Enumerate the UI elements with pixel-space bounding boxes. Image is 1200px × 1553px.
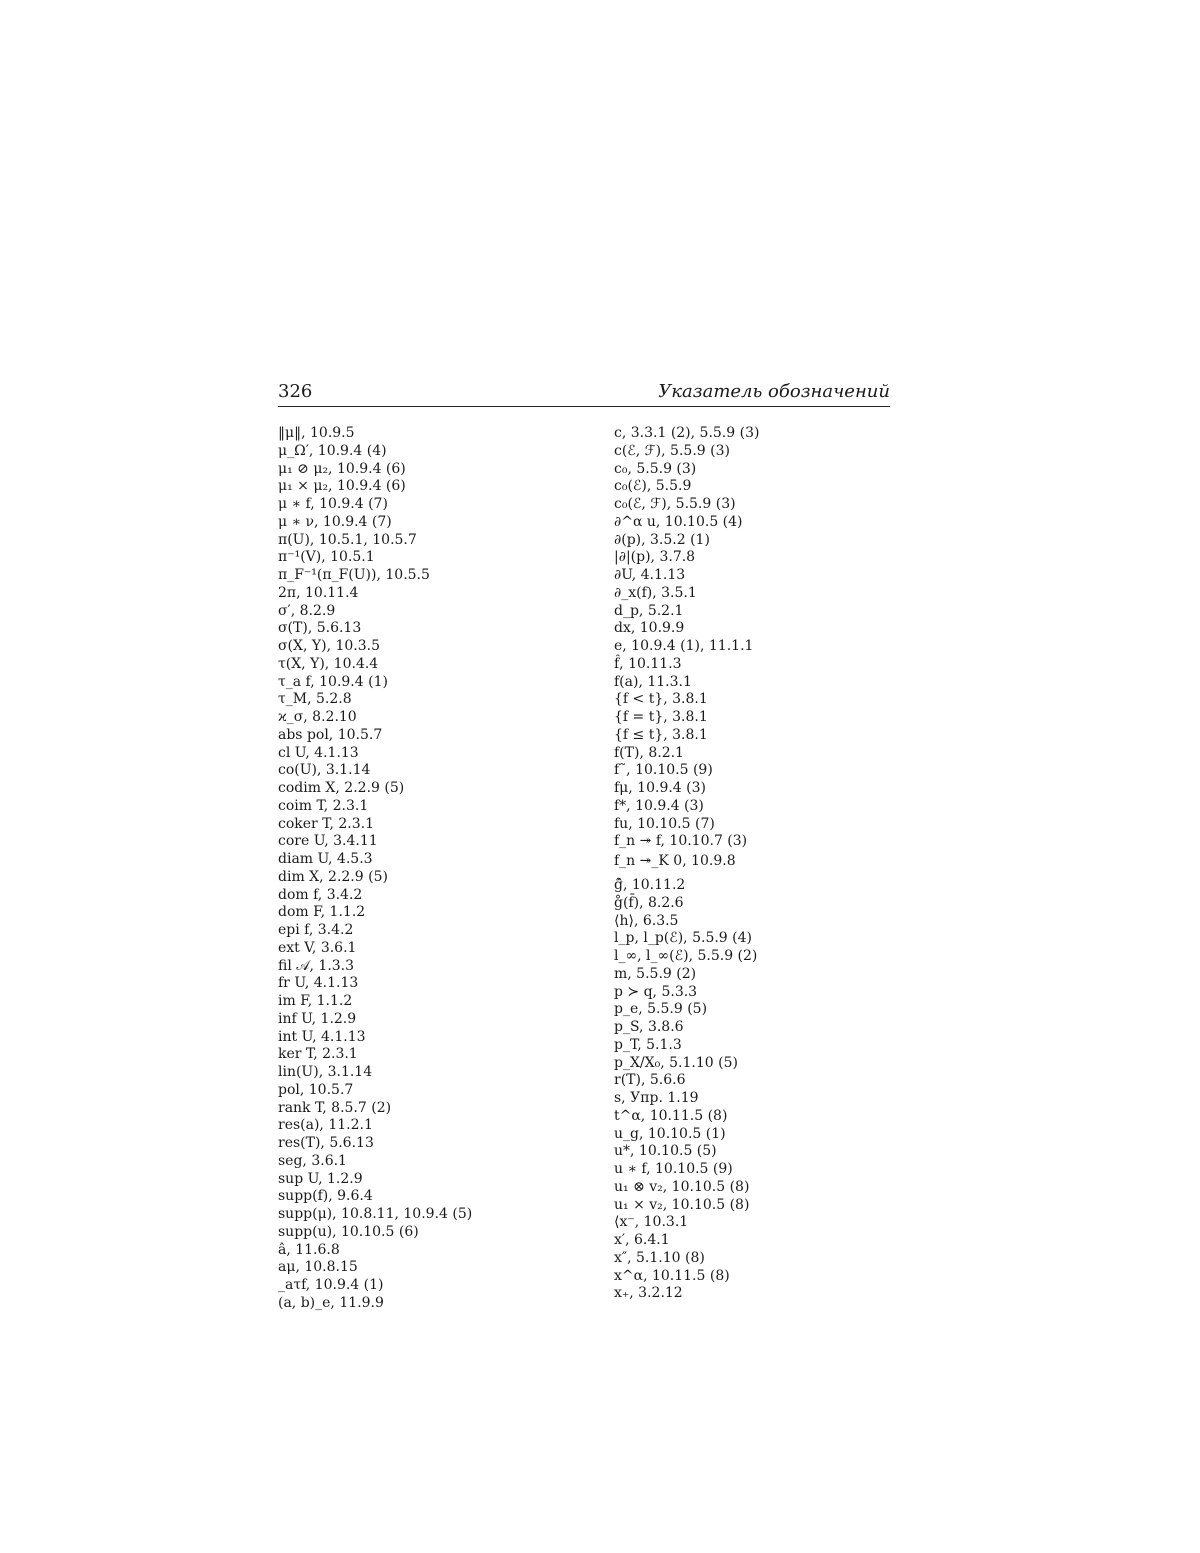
page-header [278, 380, 890, 407]
index-entry: σ(X, Y), 10.3.5 [278, 638, 381, 654]
index-entry: ker T, 2.3.1 [278, 1046, 358, 1063]
index-entry: u₁ × v₂, 10.10.5 (8) [614, 1196, 750, 1213]
index-entry: f̂, 10.11.3 [614, 655, 682, 672]
index-entry: abs pol, 10.5.7 [278, 726, 383, 743]
index-entry: dom f, 3.4.2 [278, 886, 363, 903]
index-entry: c₀(ℰ), 5.5.9 [614, 478, 692, 495]
index-entry: epi f, 3.4.2 [278, 922, 354, 938]
index-entry: x₊, 3.2.12 [614, 1285, 683, 1302]
index-entry: ext V, 3.6.1 [278, 939, 357, 956]
index-entry: p_X/X₀, 5.1.10 (5) [614, 1054, 738, 1071]
index-entry: x″, 5.1.10 (8) [614, 1249, 705, 1266]
index-entry: c₀(ℰ, ℱ), 5.5.9 (3) [614, 496, 736, 512]
index-entry: τ(X, Y), 10.4.4 [278, 655, 379, 672]
index-entry: u*, 10.10.5 (5) [614, 1143, 717, 1160]
index-entry: σ(T), 5.6.13 [278, 620, 362, 637]
index-entry: dom F, 1.1.2 [278, 904, 366, 921]
index-entry: supp(μ), 10.8.11, 10.9.4 (5) [278, 1206, 473, 1222]
index-entry: inf U, 1.2.9 [278, 1010, 357, 1027]
index-entry: m, 5.5.9 (2) [614, 965, 697, 982]
index-entry: π⁻¹(V), 10.5.1 [278, 549, 375, 566]
index-entry: μ₁ ⊘ μ₂, 10.9.4 (6) [278, 460, 406, 477]
index-column-left [278, 425, 598, 1313]
index-entry: l_p, l_p(ℰ), 5.5.9 (4) [614, 930, 752, 947]
index-entry: im F, 1.1.2 [278, 993, 353, 1009]
index-entry: μ ∗ f, 10.9.4 (7) [278, 496, 388, 512]
index-entry: μ₁ × μ₂, 10.9.4 (6) [278, 478, 406, 495]
index-entry: f(T), 8.2.1 [614, 744, 684, 761]
index-entry: fu, 10.10.5 (7) [614, 815, 715, 832]
index-entry: res(T), 5.6.13 [278, 1135, 374, 1151]
index-entry: {f = t}, 3.8.1 [614, 709, 708, 725]
index-entry: μ ∗ ν, 10.9.4 (7) [278, 513, 392, 530]
index-entry: ⟨h⟩, 6.3.5 [614, 912, 679, 929]
index-entry: f˜, 10.10.5 (9) [614, 762, 713, 779]
index-entry: supp(u), 10.10.5 (6) [278, 1223, 419, 1240]
index-entry: f_n ↠ f, 10.10.7 (3) [614, 833, 748, 850]
index-entry: π_F⁻¹(π_F(U)), 10.5.5 [278, 567, 430, 583]
index-entry: s, Упр. 1.19 [614, 1090, 699, 1106]
index-entry: ∂^α u, 10.10.5 (4) [614, 513, 743, 530]
index-entry: p_S, 3.8.6 [614, 1019, 684, 1035]
index-entry: rank T, 8.5.7 (2) [278, 1099, 392, 1116]
index-entry: x′, 6.4.1 [614, 1232, 670, 1248]
index-entry: u₁ ⊗ v₂, 10.10.5 (8) [614, 1178, 750, 1195]
index-entry: {f ≤ t}, 3.8.1 [614, 726, 708, 743]
index-entry: int U, 4.1.13 [278, 1028, 366, 1045]
index-entry: τ_a f, 10.9.4 (1) [278, 673, 388, 690]
index-entry: sup U, 1.2.9 [278, 1170, 363, 1187]
index-entry: ∂_x(f), 3.5.1 [614, 584, 697, 601]
index-entry: p_e, 5.5.9 (5) [614, 1001, 708, 1018]
index-entry: coim T, 2.3.1 [278, 797, 369, 814]
index-entry: f*, 10.9.4 (3) [614, 797, 704, 814]
index-entry: ⟨x⁻, 10.3.1 [614, 1214, 689, 1231]
index-entry: dim X, 2.2.9 (5) [278, 868, 388, 885]
index-entry: seg, 3.6.1 [278, 1152, 347, 1169]
index-entry: coker T, 2.3.1 [278, 815, 374, 832]
index-entry: l_∞, l_∞(ℰ), 5.5.9 (2) [614, 948, 758, 964]
index-entry: d_p, 5.2.1 [614, 602, 684, 619]
page-number: 326 [278, 381, 313, 402]
index-entry: fil 𝒜, 1.3.3 [278, 957, 355, 974]
index-entry: u ∗ f, 10.10.5 (9) [614, 1161, 733, 1177]
index-entry: |∂|(p), 3.7.8 [614, 549, 696, 566]
index-entry: x^α, 10.11.5 (8) [614, 1267, 730, 1284]
index-entry: c, 3.3.1 (2), 5.5.9 (3) [614, 425, 760, 441]
index-entry: c₀, 5.5.9 (3) [614, 460, 697, 477]
index-entry: supp(f), 9.6.4 [278, 1188, 373, 1205]
index-column-right [614, 425, 904, 1303]
index-entry: diam U, 4.5.3 [278, 851, 373, 867]
index-entry: p_T, 5.1.3 [614, 1036, 682, 1053]
index-entry: π(U), 10.5.1, 10.5.7 [278, 531, 417, 548]
index-entry: ∂U, 4.1.13 [614, 567, 686, 583]
index-entry: ∂(p), 3.5.2 (1) [614, 531, 710, 548]
index-entry: fμ, 10.9.4 (3) [614, 780, 706, 796]
index-entry: {f < t}, 3.8.1 [614, 691, 708, 708]
index-entry: lin(U), 3.1.14 [278, 1064, 373, 1080]
index-entry: c(ℰ, ℱ), 5.5.9 (3) [614, 442, 730, 459]
index-entry: â, 11.6.8 [278, 1241, 340, 1258]
index-entry: e, 10.9.4 (1), 11.1.1 [614, 638, 754, 654]
index-entry: cl U, 4.1.13 [278, 744, 359, 761]
index-entry: r(T), 5.6.6 [614, 1072, 686, 1089]
index-entry: μ_Ω′, 10.9.4 (4) [278, 442, 387, 459]
running-title: Указатель обозначений [658, 381, 890, 402]
index-entry: 2π, 10.11.4 [278, 584, 359, 601]
index-entry: g̊(f̄), 8.2.6 [614, 894, 684, 911]
index-entry: dx, 10.9.9 [614, 620, 685, 637]
index-entry: f_n ↠_K 0, 10.9.8 [614, 853, 736, 869]
index-entry: (a, b)_e, 11.9.9 [278, 1294, 384, 1311]
index-entry: res(a), 11.2.1 [278, 1117, 373, 1134]
index-entry: p ≻ q, 5.3.3 [614, 983, 698, 1000]
index-entry: τ_M, 5.2.8 [278, 691, 352, 708]
index-entry: aμ, 10.8.15 [278, 1259, 358, 1276]
index-entry: fr U, 4.1.13 [278, 975, 359, 992]
index-entry: pol, 10.5.7 [278, 1081, 354, 1098]
index-entry: ĝ̂, 10.11.2 [614, 877, 686, 893]
index-entry: codim X, 2.2.9 (5) [278, 780, 405, 796]
index-entry: σ′, 8.2.9 [278, 602, 336, 619]
index-entry: u_g, 10.10.5 (1) [614, 1125, 726, 1142]
index-entry: _aτf, 10.9.4 (1) [278, 1277, 384, 1293]
index-entry: ‖μ‖, 10.9.5 [278, 425, 355, 441]
index-entry: f(a), 11.3.1 [614, 673, 692, 690]
index-entry: co(U), 3.1.14 [278, 762, 371, 779]
index-entry: t^α, 10.11.5 (8) [614, 1107, 728, 1124]
index-entry: ϰ_σ, 8.2.10 [278, 709, 357, 725]
index-entry: core U, 3.4.11 [278, 833, 378, 850]
